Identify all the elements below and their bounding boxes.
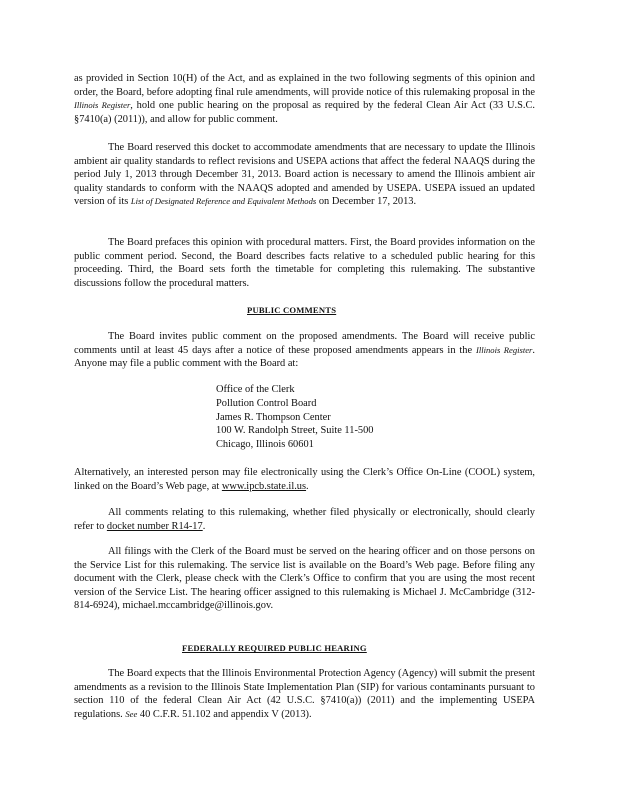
clerk-address-block — [216, 383, 374, 452]
address-line: 100 W. Randolph Street, Suite 11-500 — [216, 425, 374, 437]
see-signal: See — [125, 708, 138, 719]
paragraph-procedure-intro — [74, 72, 535, 126]
paragraph-docket-reserved — [74, 141, 535, 209]
paragraph-text: Alternatively, an interested person may file electronically using the Clerk’s Office On-Line (COOL) system, linked on the Board’s Web page, at — [74, 467, 535, 492]
paragraph-text: The Board reserved this docket to accommodate amendments that are necessary to update the Illinois ambient air quality standards to reflect revisions and USEPA actions that affect the federal NAAQS during the period July 1, 2013 through December 31, 2013. Board action is necessary to amend the Illinois ambient air quality standards to conform with the NAAQS adopted and amended by USEPA. USEPA issued an updated version of its — [74, 142, 535, 208]
paragraph-sip-submission — [74, 667, 535, 721]
list-of-methods-title: List of Designated Reference and Equivalent Methods — [130, 196, 317, 207]
paragraph-prefaces: The Board prefaces this opinion with procedural matters. First, the Board provides information on the public comment period. Second, the Board describes facts relative to a scheduled public hearing for this proceeding. Third, the Board sets forth the timetable for completing this rulemaking. The substantive discussions follow the procedural matters. — [74, 237, 535, 289]
paragraph-text: The Board invites public comment on the proposed amendments. The Board will receive public comments until at least 45 days after a notice of these proposed amendments appears in the — [74, 331, 535, 356]
paragraph-text: 40 C.F.R. 51.102 and appendix V (2013). — [137, 708, 312, 720]
address-line: Pollution Control Board — [216, 397, 317, 409]
heading-public-comments: PUBLIC COMMENTS — [247, 305, 337, 315]
paragraph-text: . — [306, 480, 309, 492]
address-line: Chicago, Illinois 60601 — [216, 439, 314, 451]
heading-federally-required-hearing: FEDERALLY REQUIRED PUBLIC HEARING — [182, 643, 367, 653]
paragraph-text: . Anyone may file a public comment with the Board at: — [74, 344, 535, 370]
paragraph-text: The Board expects that the Illinois Environmental Protection Agency (Agency) will submit the present amendments as a revision to the Illinois State Implementation Plan (SIP) for various contaminants pursuant to section 110 of the federal Clean Air Act (42 U.S.C. §7410(a)) (2011) and the implementing USEPA regulations. — [74, 668, 535, 720]
board-website-link[interactable]: www.ipcb.state.il.us — [221, 480, 307, 492]
paragraph-electronic-filing — [74, 466, 535, 493]
docket-number: docket number R14-17 — [106, 520, 203, 532]
paragraph-text: , hold one public hearing on the proposal as required by the federal Clean Air Act (33 U.S.C. §7410(a) (2011)), and allow for public comment. — [74, 100, 535, 125]
paragraph-text: . — [202, 520, 206, 532]
illinois-register-title: Illinois Register — [74, 100, 131, 111]
paragraph-public-comment-invite — [74, 330, 535, 371]
paragraph-filings-service: All filings with the Clerk of the Board must be served on the hearing officer and on those persons on the Service List for this rulemaking. The service list is available on the Board’s Web page. Before filing any document with the Clerk, please check with the Clerk’s Office to confirm that you are using the most recent version of the Service List. The hearing officer assigned to this rulemaking is Michael J. McCambridge (312-814-6924), michael.mccambridge@illinois.gov. — [74, 546, 535, 612]
paragraph-text: as provided in Section 10(H) of the Act, and as explained in the two following segments of this opinion and order, the Board, before adopting final rule amendments, will provide notice of this rulemaking proposal in the — [74, 73, 535, 98]
address-line: Office of the Clerk — [216, 384, 295, 395]
paragraph-text: on December 17, 2013. — [316, 196, 417, 208]
illinois-register-title: Illinois Register — [475, 344, 533, 355]
address-line: James R. Thompson Center — [216, 411, 331, 423]
paragraph-text: All comments relating to this rulemaking, whether filed physically or electronically, should clearly refer to — [74, 507, 535, 532]
paragraph-docket-reference — [74, 506, 535, 533]
